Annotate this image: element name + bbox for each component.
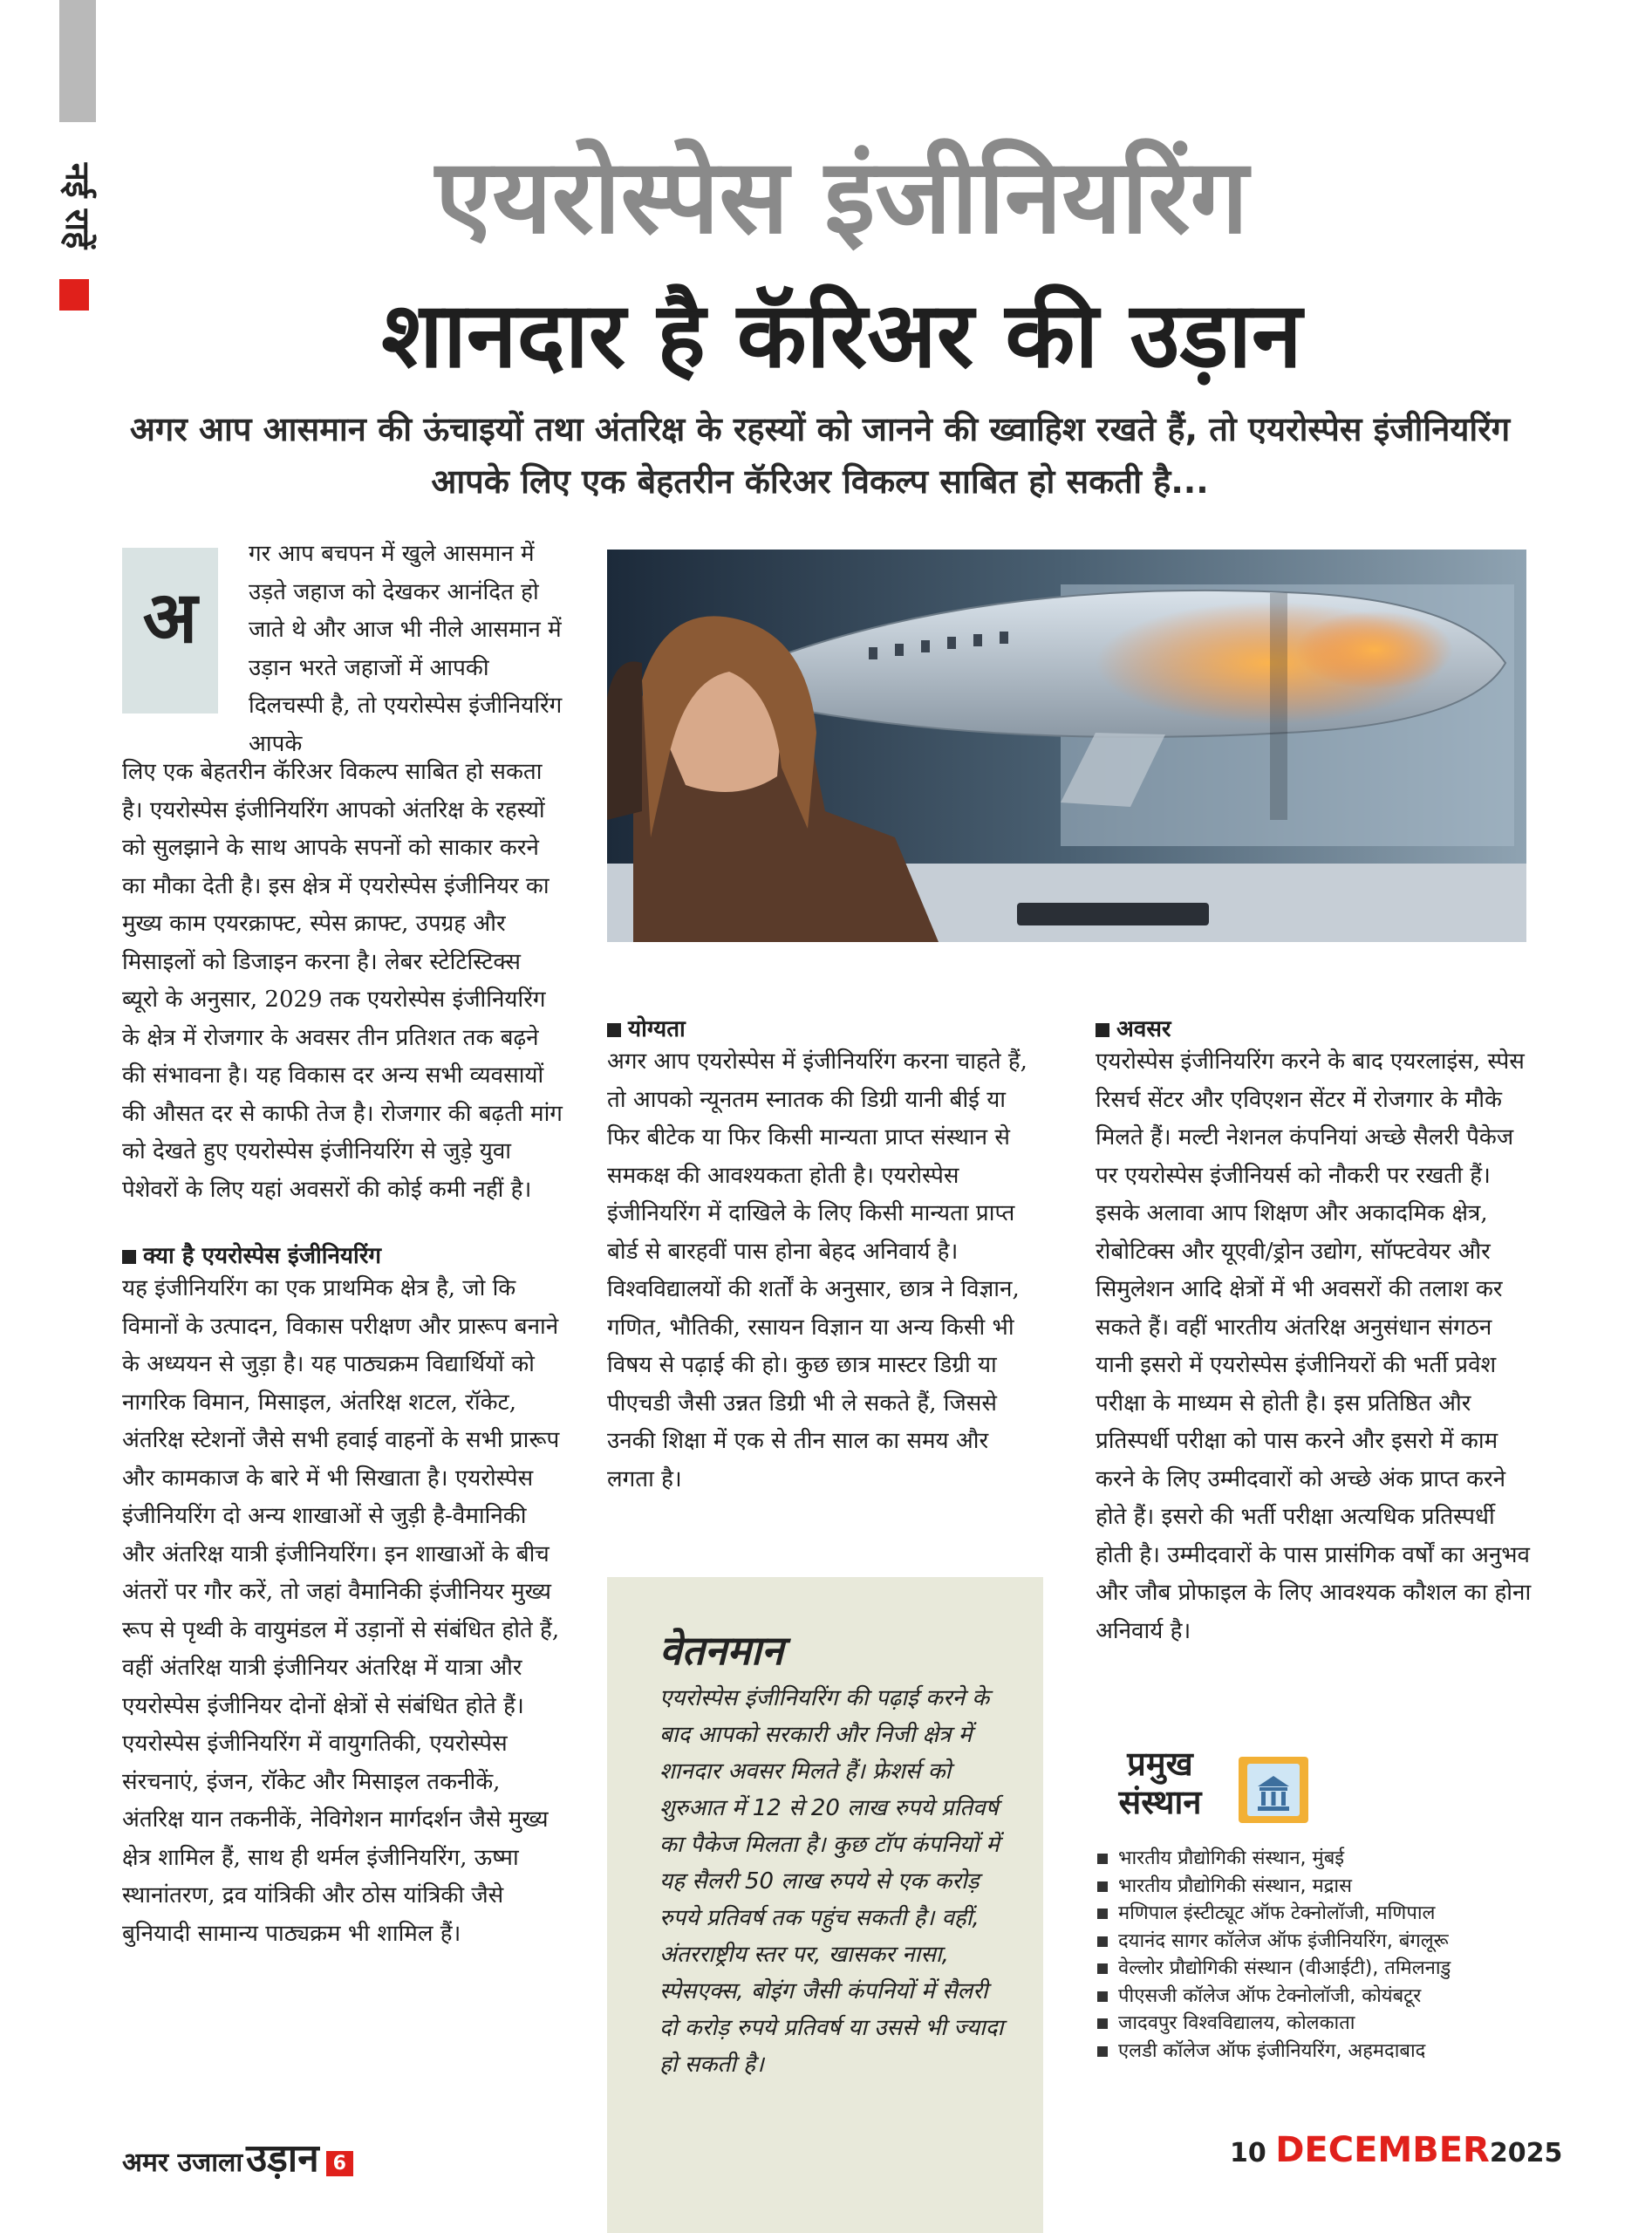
institute-item: दयानंद सागर कॉलेज ऑफ इंजीनियरिंग, बंगलूरू bbox=[1096, 1928, 1532, 1956]
institute-item: पीएसजी कॉलेज ऑफ टेक्नोलॉजी, कोयंबटूर bbox=[1096, 1983, 1532, 2011]
footer-publication bbox=[122, 2130, 353, 2182]
intro-text: अगर आप आसमान की ऊंचाइयों तथा अंतरिक्ष के रहस्यों को जानने की ख्वाहिश रखते हैं, तो एयरोस्पेस इंजीनियरिंग आपके लिए एक बेहतरीन कॅरिअर विकल्प साबित हो सकती है... bbox=[129, 410, 1511, 501]
what-heading bbox=[122, 1239, 563, 1270]
eligibility-heading bbox=[607, 1012, 1034, 1043]
magazine-name: उड़ान bbox=[246, 2136, 319, 2181]
institutes-heading-line-2: संस्थान bbox=[1118, 1783, 1202, 1821]
date-month: DECEMBER bbox=[1275, 2130, 1490, 2170]
footer-date bbox=[1230, 2130, 1563, 2170]
article-column-1 bbox=[122, 754, 563, 1953]
eligibility-heading-text: योग्यता bbox=[628, 1016, 686, 1042]
institute-item: भारतीय प्रौद्योगिकी संस्थान, मुंबई bbox=[1096, 1845, 1532, 1873]
section-tag-marker bbox=[59, 279, 89, 311]
institutes-heading bbox=[1099, 1745, 1221, 1821]
what-body: यह इंजीनियरिंग का एक प्राथमिक क्षेत्र है, जो कि विमानों के उत्पादन, विकास परीक्षण और प्रारूप बनाने के अध्ययन से जुड़ा है। यह पाठ्यक्रम विद्यार्थियों को नागरिक विमान, मिसाइल, अंतरिक्ष शटल, रॉकेट, अंतरिक्ष स्टेशनों जैसे सभी हवाई वाहनों के सभी प्रारूप और कामकाज के बारे में भी सिखाता है। एयरोस्पेस इंजीनियरिंग दो अन्य शाखाओं से जुड़ी है-वैमानिकी और अंतरिक्ष यात्री इंजीनियरिंग। इन शाखाओं के बीच अंतरों पर गौर करें, तो जहां वैमानिकी इंजीनियर मुख्य रूप से पृथ्वी के वायुमंडल में उड़ानों से संबंधित होते हैं, वहीं अंतरिक्ष यात्री इंजीनियर अंतरिक्ष में यात्रा और एयरोस्पेस इंजीनियर दोनों क्षेत्रों से संबंधित होते हैं। एयरोस्पेस इंजीनियरिंग में वायुगतिकी, एयरोस्पेस संरचनाएं, इंजन, रॉकेट और मिसाइल तकनीकें, अंतरिक्ष यान तकनीकें, नेविगेशन मार्गदर्शन जैसे मुख्य क्षेत्र शामिल हैं, साथ ही थर्मल इंजीनियरिंग, ऊष्मा स्थानांतरण, द्रव यांत्रिकी और ठोस यांत्रिकी जैसे बुनियादी सामान्य पाठ्यक्रम भी शामिल हैं। bbox=[122, 1275, 560, 1947]
page-number: 6 bbox=[326, 2151, 353, 2176]
title-line-2: शानदार है कॅरिअर की उड़ान bbox=[381, 282, 1302, 388]
section-tag-text: नई राहें bbox=[58, 162, 97, 249]
title-line-1: एयरोस्पेस इंजीनियरिंग bbox=[434, 136, 1249, 256]
institute-item: वेल्लोर प्रौद्योगिकी संस्थान (वीआईटी), तमिलनाडु bbox=[1096, 1955, 1532, 1983]
square-bullet-icon bbox=[1096, 1023, 1109, 1037]
eligibility-column bbox=[607, 1012, 1034, 1499]
article-para-1-rest: लिए एक बेहतरीन कॅरिअर विकल्प साबित हो सकता है। एयरोस्पेस इंजीनियरिंग आपको अंतरिक्ष के रहस्यों को सुलझाने के साथ आपके सपनों को साकार करने का मौका देती है। इस क्षेत्र में एयरोस्पेस इंजीनियर का मुख्य काम एयरक्राफ्ट, स्पेस क्राफ्ट, उपग्रह और मिसाइलों को डिजाइन करना है। लेबर स्टेटिस्टिक्स ब्यूरो के अनुसार, 2029 तक एयरोस्पेस इंजीनियरिंग के क्षेत्र में रोजगार के अवसर तीन प्रतिशत तक बढ़ने की संभावना है। यह विकास दर अन्य सभी व्यवसायों की औसत दर से काफी तेज है। रोजगार की बढ़ती मांग को देखते हुए एयरोस्पेस इंजीनियरिंग से जुड़े युवा पेशेवरों के लिए यहां अवसरों की कोई कमी नहीं है। bbox=[122, 759, 563, 1203]
institute-item: जादवपुर विश्वविद्यालय, कोलकाता bbox=[1096, 2010, 1532, 2038]
opportunity-heading bbox=[1096, 1012, 1532, 1043]
section-tag bbox=[35, 131, 122, 314]
publication-name: अमर उजाला bbox=[122, 2148, 243, 2178]
square-bullet-icon bbox=[607, 1023, 621, 1037]
article-para-1-lead: गर आप बचपन में खुले आसमान में उड़ते जहाज को देखकर आनंदित हो जाते थे और आज भी नीले आसमान में उड़ान भरते जहाजों में आपकी दिलचस्पी है, तो एयरोस्पेस इंजीनियरिंग आपके bbox=[249, 541, 563, 757]
photo-illustration bbox=[607, 550, 1526, 942]
dropcap: अ bbox=[122, 548, 218, 714]
aircraft-engineer-photo bbox=[607, 550, 1526, 942]
salary-heading: वेतनमान bbox=[659, 1627, 784, 1674]
institute-item: मणिपाल इंस्टीट्यूट ऑफ टेक्नोलॉजी, मणिपाल bbox=[1096, 1900, 1532, 1928]
date-year: 2025 bbox=[1489, 2138, 1563, 2168]
institutes-list bbox=[1096, 1845, 1532, 2065]
institute-item: भारतीय प्रौद्योगिकी संस्थान, मद्रास bbox=[1096, 1873, 1532, 1901]
institute-item: एलडी कॉलेज ऑफ इंजीनियरिंग, अहमदाबाद bbox=[1096, 2038, 1532, 2066]
eligibility-body: अगर आप एयरोस्पेस में इंजीनियरिंग करना चाहते हैं, तो आपको न्यूनतम स्नातक की डिग्री यानी बीई या फिर बीटेक या फिर किसी मान्यता प्राप्त संस्थान से समकक्ष की आवश्यकता होती है। एयरोस्पेस इंजीनियरिंग में दाखिले के लिए किसी मान्यता प्राप्त बोर्ड से बारहवीं पास होना बेहद अनिवार्य है। विश्वविद्यालयों की शर्तों के अनुसार, छात्र ने विज्ञान, गणित, भौतिकी, रसायन विज्ञान या अन्य किसी भी विषय से पढ़ाई की हो। कुछ छात्र मास्टर डिग्री या पीएचडी जैसी उन्नत डिग्री भी ले सकते हैं, जिससे उनकी शिक्षा में एक से तीन साल का समय और लगता है। bbox=[607, 1048, 1027, 1492]
opportunity-column bbox=[1096, 1012, 1532, 1650]
side-band bbox=[59, 0, 96, 122]
salary-box bbox=[607, 1577, 1043, 2233]
what-heading-text: क्या है एयरोस्पेस इंजीनियरिंग bbox=[143, 1243, 382, 1269]
opportunity-heading-text: अवसर bbox=[1116, 1016, 1171, 1042]
square-bullet-icon bbox=[122, 1250, 136, 1264]
opportunity-body: एयरोस्पेस इंजीनियरिंग करने के बाद एयरलाइंस, स्पेस रिसर्च सेंटर और एविएशन सेंटर में रोजगार के मौके मिलते हैं। मल्टी नेशनल कंपनियां अच्छे सैलरी पैकेज पर एयरोस्पेस इंजीनियर्स को नौकरी पर रखती हैं। इसके अलावा आप शिक्षण और अकादमिक क्षेत्र, रोबोटिक्स और यूएवी/ड्रोन उद्योग, सॉफ्टवेयर और सिमुलेशन आदि क्षेत्रों में भी अवसरों की तलाश कर सकते हैं। वहीं भारतीय अंतरिक्ष अनुसंधान संगठन यानी इसरो में एयरोस्पेस इंजीनियरों की भर्ती प्रवेश परीक्षा के माध्यम से होती है। इस प्रतिष्ठित और प्रतिस्पर्धी परीक्षा को पास करने और इसरो में काम करने के लिए उम्मीदवारों को अच्छे अंक प्राप्त करने होते हैं। इसरो की भर्ती परीक्षा अत्यधिक प्रतिस्पर्धी होती है। उम्मीदवारों के पास प्रासंगिक वर्षों का अनुभव और जौब प्रोफाइल के लिए आवश्यक कौशल का होना अनिवार्य है। bbox=[1096, 1048, 1532, 1644]
institute-building-icon-svg bbox=[1239, 1757, 1308, 1823]
salary-body: एयरोस्पेस इंजीनियरिंग की पढ़ाई करने के बाद आपको सरकारी और निजी क्षेत्र में शानदार अवसर मिलते हैं। फ्रेशर्स को शुरुआत में 12 से 20 लाख रुपये प्रतिवर्ष का पैकेज मिलता है। कुछ टॉप कंपनियों में यह सैलरी 50 लाख रुपये से एक करोड़ रुपये प्रतिवर्ष तक पहुंच सकती है। वहीं, अंतरराष्ट्रीय स्तर पर, खासकर नासा, स्पेसएक्स, बोइंग जैसी कंपनियों में सैलरी दो करोड़ रुपये प्रतिवर्ष या उससे भी ज्यादा हो सकती है। bbox=[659, 1685, 1004, 2078]
date-day: 10 bbox=[1230, 2138, 1266, 2168]
institute-building-icon bbox=[1239, 1757, 1308, 1823]
institutes-heading-line-1: प्रमुख bbox=[1127, 1745, 1193, 1783]
